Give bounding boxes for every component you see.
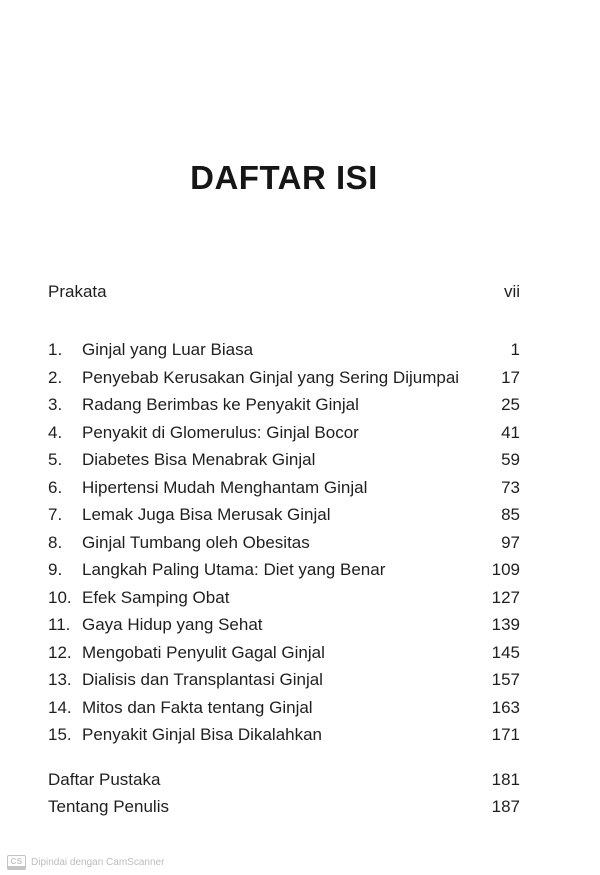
toc-entry xyxy=(48,557,520,585)
toc-entry xyxy=(48,502,520,530)
entry-page-number: 73 xyxy=(501,477,520,497)
toc-chapter-list xyxy=(48,337,520,750)
toc-entry xyxy=(48,612,520,640)
entry-page-number: 157 xyxy=(491,670,520,690)
entry-number: 1. xyxy=(48,340,63,360)
toc-entry xyxy=(48,392,520,420)
entry-page-number: 139 xyxy=(491,615,520,635)
entry-page-number: 187 xyxy=(491,797,520,817)
toc-entry xyxy=(48,766,520,794)
entry-title: Penyebab Kerusakan Ginjal yang Sering Dijumpai xyxy=(82,367,460,387)
entry-page-number: 17 xyxy=(501,367,520,387)
camscanner-watermark xyxy=(7,855,164,870)
entry-title: Penyakit di Glomerulus: Ginjal Bocor xyxy=(82,422,359,442)
camscanner-logo-icon: CS xyxy=(7,855,26,870)
entry-title: Mitos dan Fakta tentang Ginjal xyxy=(82,697,313,717)
entry-title: Hipertensi Mudah Menghantam Ginjal xyxy=(82,477,368,497)
entry-title: Penyakit Ginjal Bisa Dikalahkan xyxy=(82,725,323,745)
toc-entry xyxy=(48,474,520,502)
entry-page-number: 1 xyxy=(510,340,520,360)
watermark-text: Dipindai dengan CamScanner xyxy=(31,857,165,868)
page-title: DAFTAR ISI xyxy=(190,159,378,196)
toc-entry xyxy=(48,694,520,722)
toc-content xyxy=(48,160,520,821)
entry-title: Ginjal Tumbang oleh Obesitas xyxy=(82,532,310,552)
entry-title: Efek Samping Obat xyxy=(82,587,230,607)
entry-title: Radang Berimbas ke Penyakit Ginjal xyxy=(82,395,359,415)
toc-back-matter xyxy=(48,766,520,821)
entry-title: Lemak Juga Bisa Merusak Ginjal xyxy=(82,505,331,525)
entry-number: 2. xyxy=(48,367,63,387)
entry-page-number: 145 xyxy=(491,642,520,662)
entry-title: Diabetes Bisa Menabrak Ginjal xyxy=(82,450,316,470)
entry-number: 10. xyxy=(48,587,72,607)
toc-entry xyxy=(48,364,520,392)
entry-page-number: 85 xyxy=(501,505,520,525)
entry-page-number: 97 xyxy=(501,532,520,552)
entry-title: Mengobati Penyulit Gagal Ginjal xyxy=(82,642,325,662)
entry-page-number: 41 xyxy=(501,422,520,442)
entry-page-number: vii xyxy=(503,281,520,301)
entry-number: 9. xyxy=(48,560,63,580)
entry-page-number: 109 xyxy=(491,560,520,580)
toc-entry xyxy=(48,667,520,695)
entry-title: Ginjal yang Luar Biasa xyxy=(82,340,254,360)
toc-front-matter xyxy=(48,278,520,306)
entry-number: 5. xyxy=(48,450,63,470)
toc-entry xyxy=(48,529,520,557)
entry-number: 15. xyxy=(48,725,72,745)
entry-number: 11. xyxy=(48,615,71,635)
entry-number: 4. xyxy=(48,422,63,442)
entry-number: 12. xyxy=(48,642,72,662)
entry-page-number: 25 xyxy=(501,395,520,415)
entry-title: Langkah Paling Utama: Diet yang Benar xyxy=(82,560,386,580)
entry-number: 7. xyxy=(48,505,63,525)
entry-title: Gaya Hidup yang Sehat xyxy=(82,615,263,635)
entry-number: 13. xyxy=(48,670,72,690)
entry-title: Prakata xyxy=(48,281,107,301)
toc-entry xyxy=(48,584,520,612)
entry-number: 6. xyxy=(48,477,63,497)
toc-entry xyxy=(48,639,520,667)
entry-page-number: 59 xyxy=(501,450,520,470)
entry-number: 14. xyxy=(48,697,72,717)
entry-title: Dialisis dan Transplantasi Ginjal xyxy=(82,670,323,690)
toc-entry xyxy=(48,419,520,447)
toc-entry xyxy=(48,337,520,365)
entry-title: Tentang Penulis xyxy=(48,797,169,817)
entry-number: 8. xyxy=(48,532,63,552)
entry-page-number: 163 xyxy=(491,697,520,717)
entry-page-number: 171 xyxy=(491,725,520,745)
toc-entry xyxy=(48,447,520,475)
entry-page-number: 127 xyxy=(491,587,520,607)
toc-entry xyxy=(48,722,520,750)
entry-page-number: 181 xyxy=(491,769,520,789)
toc-entry xyxy=(48,794,520,822)
entry-title: Daftar Pustaka xyxy=(48,769,161,789)
entry-number: 3. xyxy=(48,395,63,415)
toc-entry xyxy=(48,278,520,306)
